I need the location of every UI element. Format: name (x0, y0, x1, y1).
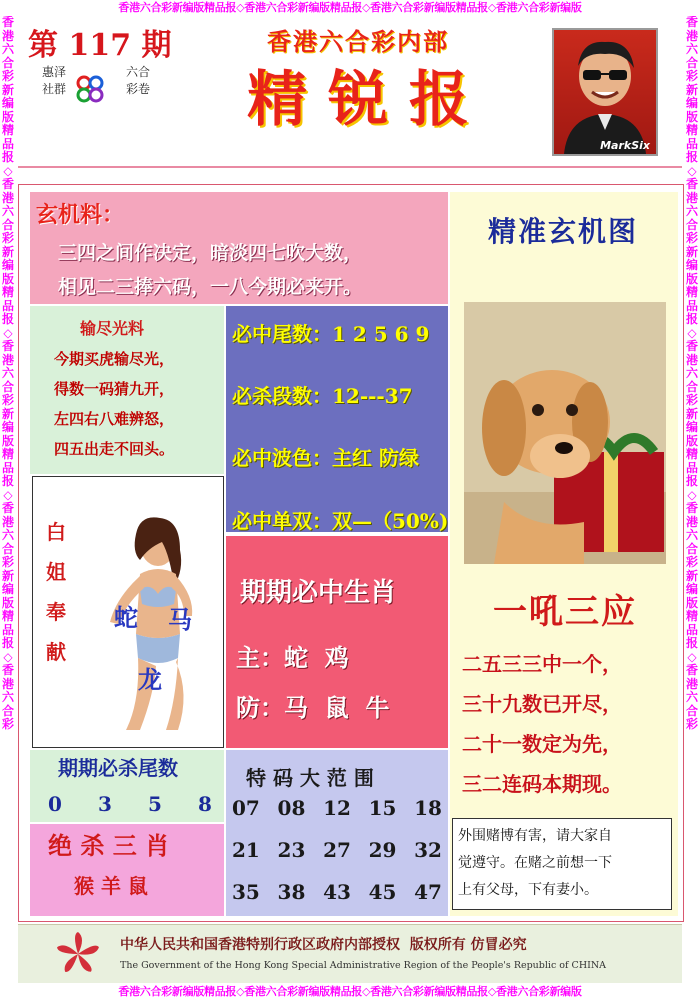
range-cell: 21 (232, 838, 260, 862)
shuliao-heading: 输尽光料 (80, 319, 145, 338)
baijie-side-text (46, 512, 66, 672)
kill-tail-number-2: 3 (98, 792, 112, 816)
warning-line-3: 上有父母，下有妻小。 (458, 882, 598, 898)
baijie-zodiac-1: 蛇 (114, 603, 138, 632)
right-panel-line-4: 三二连码本期现。 (462, 772, 622, 796)
zodiac-main: 主：蛇 鸡 (236, 643, 349, 672)
logo-left-line1: 惠泽 (42, 65, 67, 79)
warning-line-1: 外围赌博有害，请大家自 (458, 828, 612, 844)
prediction-kill-value: 12---37 (332, 384, 413, 408)
top-border-text: 香港六合彩新编版精品报◇香港六合彩新编版精品报◇香港六合彩新编版精品报◇香港六合彩新编版 (118, 1, 582, 14)
prediction-tail-numbers (232, 318, 429, 347)
baijie-char-1: 白 (46, 520, 66, 544)
kill-tail-number-3: 5 (148, 792, 162, 816)
shuliao-line-3: 左四右八难辨怒， (54, 410, 175, 428)
zodiac-heading: 期期必中生肖 (240, 578, 397, 608)
right-border-text: 香港六合彩新编版精品报◇香港六合彩新编版精品报◇香港六合彩新编版精品报◇香港六合彩新编版精品报◇香港六合彩 (685, 16, 698, 731)
prediction-odd-even-label: 必中单双： (232, 509, 332, 533)
right-panel-heading: 精准玄机图 (487, 215, 638, 248)
special-range-row-2 (232, 838, 442, 880)
prediction-wave-value: 主红 防绿 (332, 446, 419, 470)
footer-chinese-line: 中华人民共和国香港特别行政区政府内部授权 版权所有 仿冒必究 (120, 937, 527, 953)
range-cell: 12 (323, 796, 351, 820)
host-portrait-icon (554, 30, 656, 154)
prediction-wave-label: 必中波色： (232, 446, 332, 470)
baijie-zodiac-2: 马 (168, 605, 192, 634)
gambling-warning (452, 818, 672, 910)
logo-right-line2: 彩卷 (126, 82, 151, 96)
range-cell: 38 (277, 880, 306, 904)
range-cell: 23 (277, 838, 306, 862)
masthead-subtitle: 香港六合彩内部 (267, 27, 449, 56)
baijie-zodiac-3: 龙 (138, 665, 162, 694)
shuliao-line-1: 今期买虎输尽光， (54, 350, 175, 368)
shuliao-lines (54, 344, 174, 464)
baijie-char-3: 奉 (46, 600, 66, 624)
issue-number: 第 117 期 (28, 28, 172, 63)
range-cell: 15 (368, 796, 397, 820)
puppy-gift-icon (464, 302, 666, 564)
logo-right-text (126, 64, 150, 98)
logo-right-line1: 六合 (126, 65, 151, 79)
range-cell: 32 (414, 838, 442, 862)
header-divider (18, 166, 682, 168)
kill-tail-number-1: 0 (48, 792, 62, 816)
range-cell: 47 (414, 880, 442, 904)
kill-three-heading: 绝 杀 三 肖 (48, 831, 170, 860)
range-cell: 35 (232, 880, 260, 904)
range-cell: 27 (323, 838, 351, 862)
prediction-kill-label: 必杀段数： (232, 384, 332, 408)
range-cell: 43 (323, 880, 351, 904)
range-cell: 07 (232, 796, 260, 820)
xuanji-line-1: 三四之间作决定，暗淡四七吹大数， (58, 242, 363, 264)
lottery-logo-icon (72, 71, 108, 107)
range-cell: 45 (368, 880, 397, 904)
right-panel-line-3: 二十一数定为先， (462, 732, 622, 756)
special-range-grid (232, 796, 442, 922)
mystery-picture (464, 302, 666, 564)
host-photo (552, 28, 658, 156)
xuanji-line-2: 相见二三捧六码，一八今期必来开。 (58, 276, 363, 298)
right-panel-line-1: 二五三三中一个， (462, 652, 622, 676)
kill-tail-numbers (30, 792, 224, 820)
left-border-text: 香港六合彩新编版精品报◇香港六合彩新编版精品报◇香港六合彩新编版精品报◇香港六合彩新编版精品报◇香港六合彩 (1, 16, 14, 731)
prediction-tail-label: 必中尾数： (232, 322, 332, 346)
range-cell: 08 (277, 796, 306, 820)
range-cell: 18 (414, 796, 442, 820)
header (18, 16, 682, 180)
range-cell: 29 (368, 838, 397, 862)
prediction-odd-even-value: 双—（50%) (332, 509, 449, 533)
right-panel-line-2: 三十九数已开尽， (462, 692, 622, 716)
prediction-tail-value: 1 2 5 6 9 (332, 322, 430, 346)
prediction-kill-range (232, 380, 413, 409)
kill-three-animals: 猴 羊 鼠 (74, 874, 148, 898)
special-range-heading: 特 码 大 范 围 (246, 766, 374, 790)
special-range-row-3 (232, 880, 442, 922)
kill-tail-heading: 期期必杀尾数 (58, 756, 178, 780)
special-range-row-1 (232, 796, 442, 838)
prediction-odd-even (232, 505, 448, 534)
marksix-caption: MarkSix (600, 139, 650, 152)
shuliao-line-4: 四五出走不回头。 (54, 440, 175, 458)
shuliao-line-2: 得数一码猜九开， (54, 380, 175, 398)
xuanji-heading: 玄机料： (36, 202, 125, 228)
zodiac-guard: 防：马 鼠 牛 (236, 693, 390, 722)
right-panel-lines (462, 644, 672, 804)
logo-left-text (42, 64, 66, 98)
masthead-title: 精 锐 报 (247, 65, 469, 135)
footer-english-line: The Government of the Hong Kong Special Administrative Region of the People's Republic of CHINA (120, 960, 607, 971)
right-panel-phrase: 一吼三应 (493, 592, 637, 632)
baijie-char-4: 献 (46, 640, 66, 664)
bauhinia-emblem-icon (52, 930, 104, 978)
prediction-wave-color (232, 442, 419, 471)
baijie-char-2: 姐 (46, 560, 66, 584)
kill-tail-number-4: 8 (198, 792, 212, 816)
logo-left-line2: 社群 (42, 82, 67, 96)
bottom-border-text: 香港六合彩新编版精品报◇香港六合彩新编版精品报◇香港六合彩新编版精品报◇香港六合彩新编版 (118, 985, 582, 998)
warning-line-2: 觉遵守。在赌之前想一下 (458, 855, 612, 871)
